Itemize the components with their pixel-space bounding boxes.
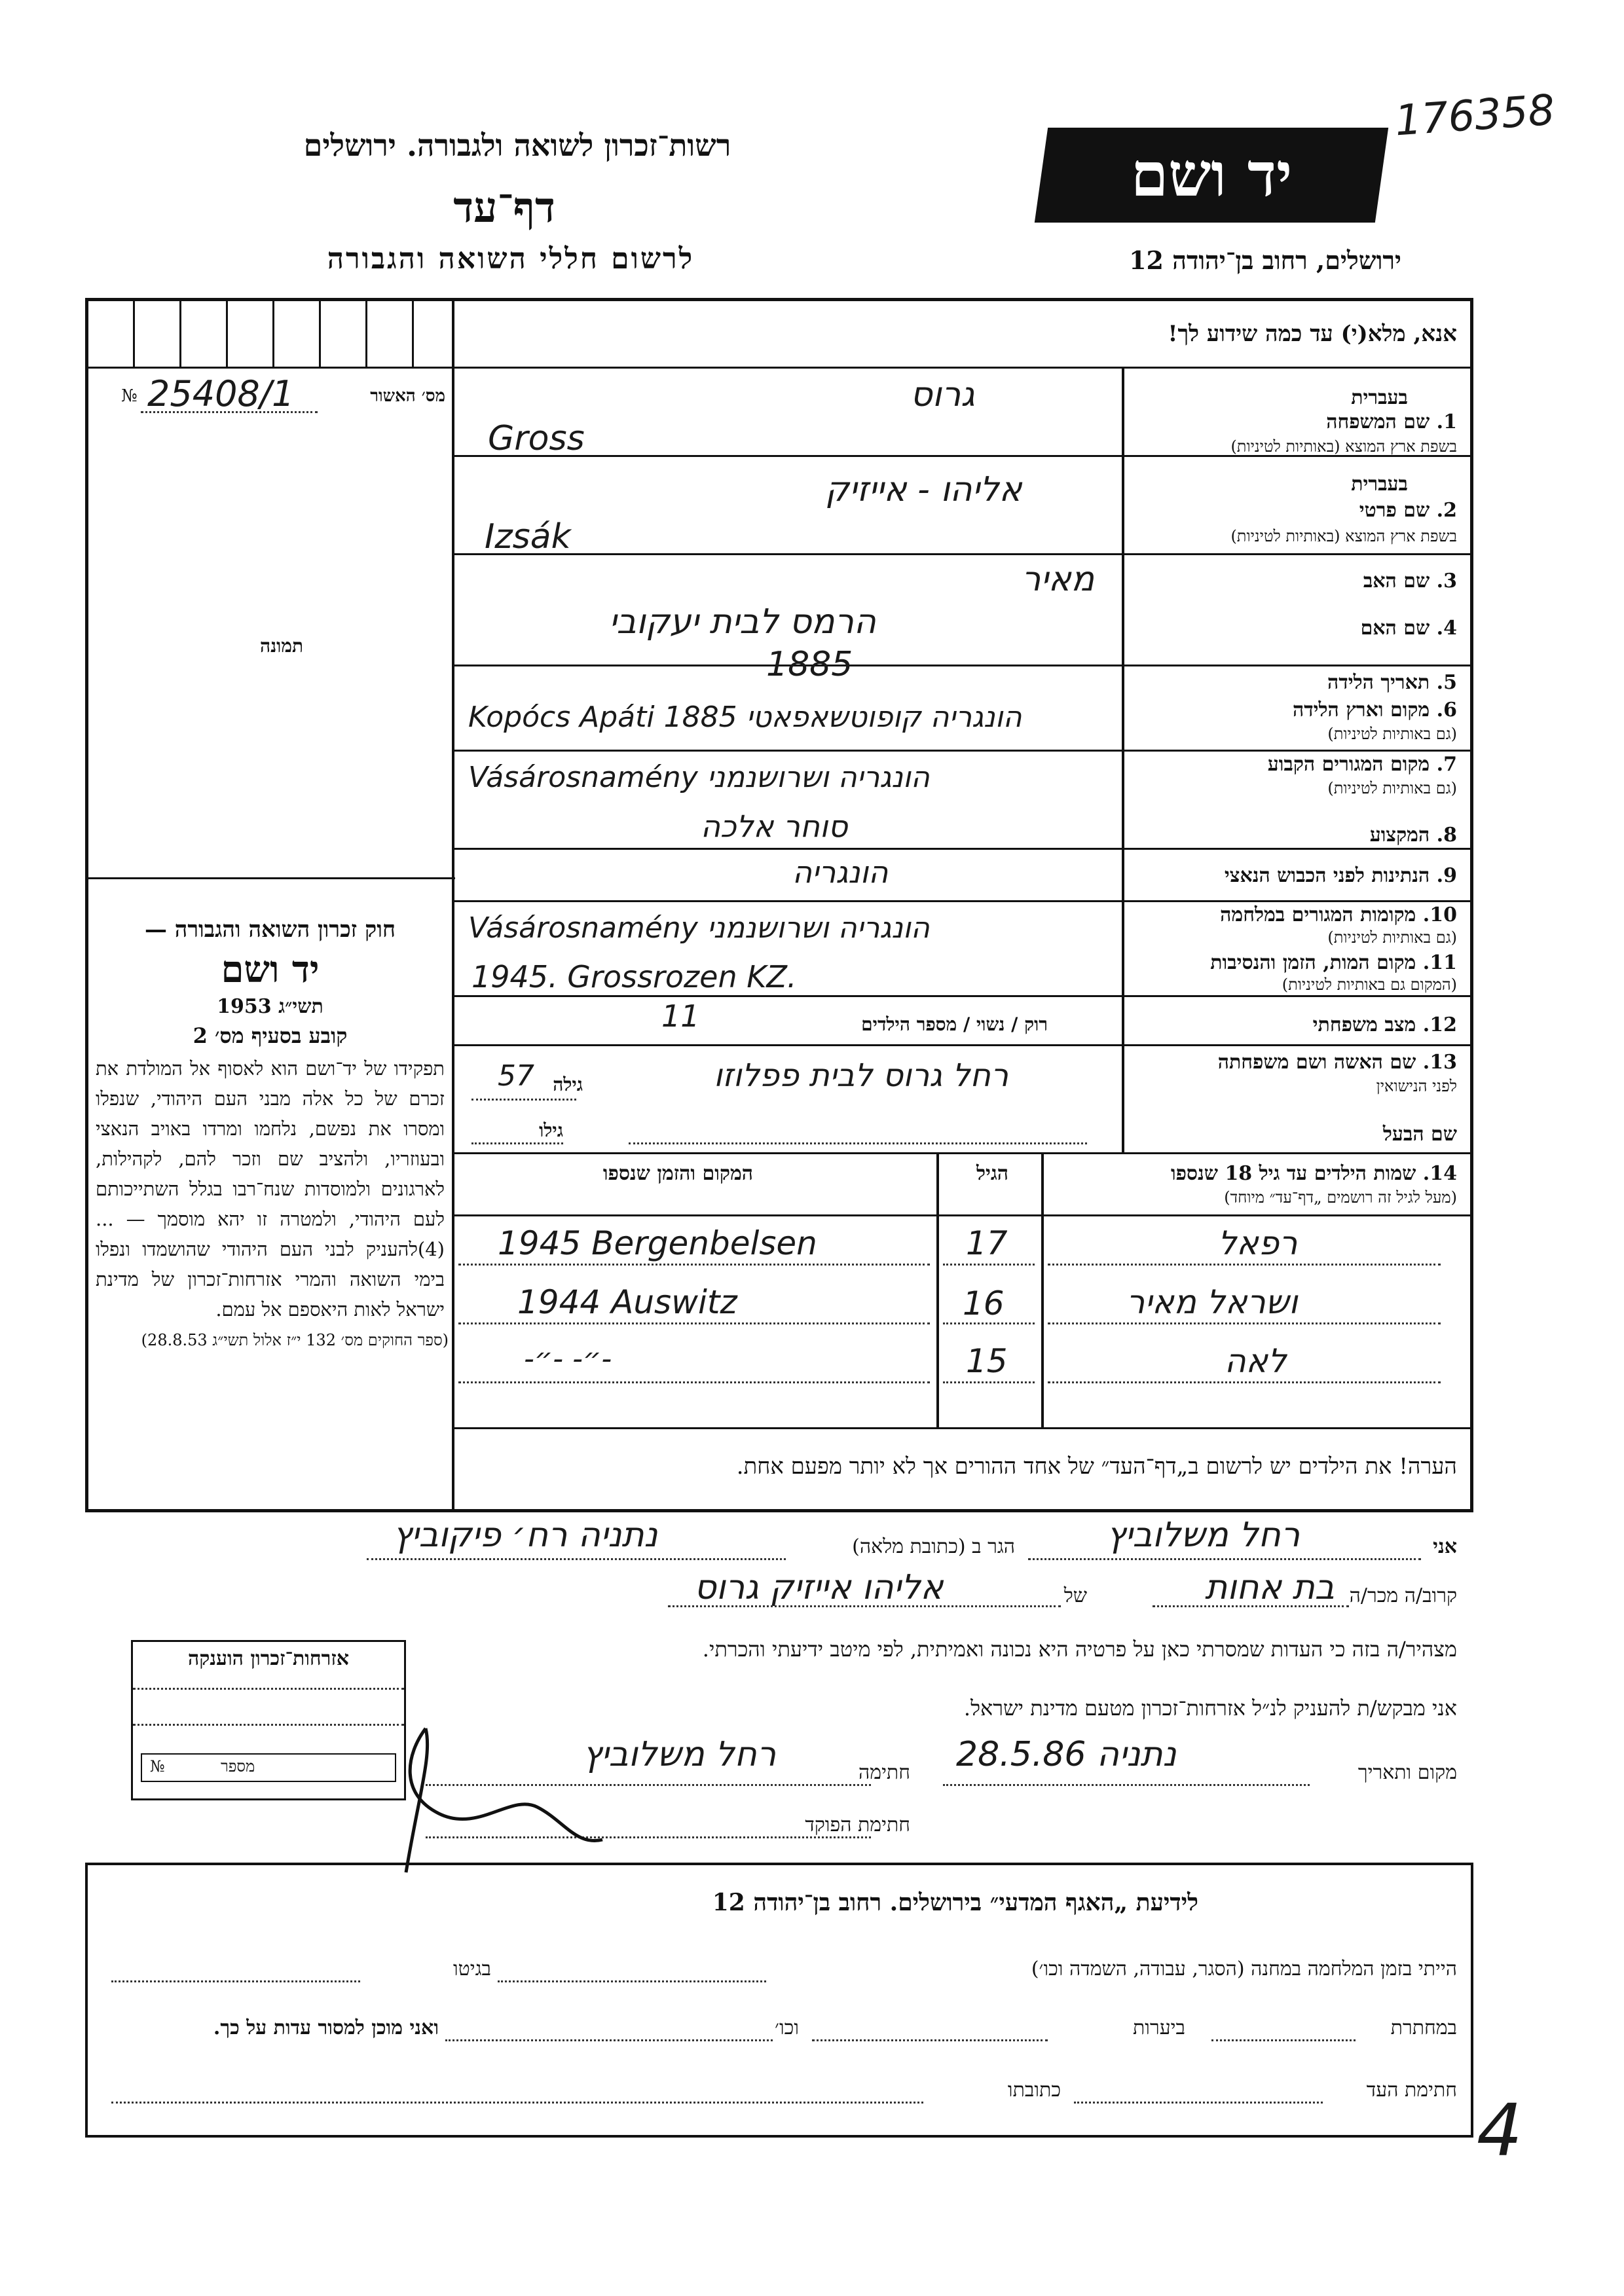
footer-line3-b: כתובתו bbox=[1007, 2079, 1061, 2102]
field-3-value: מאיר bbox=[1022, 560, 1095, 599]
child-2-name: ושראל מאיר bbox=[1126, 1283, 1298, 1321]
field-1-hebrew-tag: בעברית bbox=[1351, 386, 1408, 409]
children-col-age: הגיל bbox=[976, 1162, 1008, 1185]
field-11-sub: (המקום גם באותיות לטיניות) bbox=[1282, 975, 1457, 994]
footer-line2-b: ביערות bbox=[1132, 2016, 1185, 2039]
form-purpose: לרשום חללי השואה והגבורה bbox=[327, 242, 695, 276]
yad-vashem-logo: יד ושם bbox=[1035, 128, 1388, 223]
child-3-age: 15 bbox=[966, 1342, 1008, 1380]
citizenship-box bbox=[131, 1640, 406, 1800]
child-1-age: 17 bbox=[966, 1224, 1008, 1262]
field-6-label: 6. מקום וארץ הלידה bbox=[1292, 699, 1457, 721]
decl-signature: רחל משלוביץ bbox=[583, 1735, 777, 1774]
decl-resident-label: הגר ב (כתובת מלאה) bbox=[852, 1535, 1015, 1558]
approval-value: 25408/1 bbox=[147, 373, 295, 414]
decl-signature-label: חתימה bbox=[858, 1761, 910, 1784]
field-9-value: הונגריה bbox=[792, 854, 889, 890]
field-10-value: Vásárosnamény הונגריה ושרושנמני bbox=[468, 911, 930, 945]
law-name: יד ושם bbox=[221, 948, 320, 991]
field-12-label: 12. מצב משפחתי bbox=[1312, 1013, 1457, 1036]
logo-address: ירושלים, רחוב בן־יהודה 12 bbox=[1129, 246, 1401, 275]
decl-place-date-label: מקום ותאריך bbox=[1357, 1761, 1457, 1784]
field-8-label: 8. המקצוע bbox=[1369, 824, 1457, 847]
child-2-place: 1944 Auswitz bbox=[517, 1283, 737, 1321]
field-1-label: 1. שם המשפחה bbox=[1326, 410, 1457, 433]
field-13-age-value: 57 bbox=[498, 1059, 534, 1093]
children-label: 14. שמות הילדים עד גיל 18 שנספו bbox=[1170, 1162, 1457, 1185]
footer-line3-a: חתימת העד bbox=[1366, 2079, 1457, 2102]
approval-label: מס׳ האשור bbox=[370, 386, 445, 406]
husband-label: שם הבעל bbox=[1382, 1123, 1457, 1146]
field-9-label: 9. הנתינות לפני הכבוש הנאצי bbox=[1224, 864, 1457, 887]
children-sub: (מעל לגיל זה רושמים „דף־עד״ מיוחד) bbox=[1224, 1188, 1457, 1207]
field-13-value: רחל גרוס לבית פפלוזו bbox=[714, 1057, 1008, 1094]
footer-title: לידיעת „האגף המדעי״ בירושלים. רחוב בן־יהודה 12 bbox=[712, 1889, 1198, 1916]
child-1-place: 1945 Bergenbelsen bbox=[498, 1224, 817, 1262]
field-7-value: Vásárosnamény הונגריה ושרושנמני bbox=[468, 761, 930, 794]
children-col-place: המקום והזמן שנספו bbox=[602, 1162, 753, 1185]
form-instruction: אנא, מלא(י) עד כמה שידוע לך! bbox=[1168, 321, 1457, 347]
child-2-age: 16 bbox=[963, 1285, 1005, 1322]
archive-number: 176358 bbox=[1393, 86, 1557, 146]
field-7-label: 7. מקום המגורים הקבוע bbox=[1267, 753, 1457, 776]
field-5-value: 1885 bbox=[766, 645, 853, 684]
child-1-name: רפאל bbox=[1218, 1224, 1298, 1262]
law-year: 1953 bbox=[217, 995, 272, 1018]
law-citation: (ספר החוקים מס׳ 132 י״ז אלול תשי״ג 28.8.53) bbox=[141, 1331, 449, 1349]
field-10-sub: (גם באותיות לטיניות) bbox=[1327, 928, 1457, 947]
child-3-place: -״- -״- bbox=[524, 1342, 612, 1376]
official-signature-mark bbox=[380, 1715, 616, 1886]
field-4-label: 4. שם האם bbox=[1360, 617, 1457, 640]
law-box bbox=[92, 917, 449, 1350]
field-8-value: סוחר אלכה bbox=[701, 809, 848, 844]
law-title: חוק זכרון השואה והגבורה — bbox=[144, 917, 396, 943]
field-6-value: Kopócs Apáti 1885 הונגריה קופוטשאפאטי bbox=[468, 701, 1022, 734]
footer-line2-a: במחתרת bbox=[1390, 2016, 1457, 2039]
photo-label: תמונה bbox=[259, 635, 304, 657]
decl-i-label: אני bbox=[1433, 1535, 1457, 1558]
org-line: רשות־זכרון לשואה ולגבורה. ירושלים bbox=[303, 128, 731, 163]
field-1-value-lat: Gross bbox=[488, 419, 585, 458]
field-3-label: 3. שם האב bbox=[1363, 570, 1457, 592]
law-section: קובע בסעיף מס׳ 2 bbox=[193, 1023, 348, 1048]
law-text: תפקידו של יד־ושם הוא לאסוף אל המולדת את זכרם של כל אלה מבני העם היהודי, שנפלו ומסרו את נפשם, נלחמו ומרדו באויב הנאצי ובעוזריו, ולהציב שם וזכר להם, לקהילות, לארגונים ולמוסדות שנח־רבו בגלל השתייכותם לעם היהודי, ולמטרה זו יהא מוסמך — ...(4)להעניק לבני העם היהודי שהושמדו ונפלו בימי השואה והמרי אזרחות־זכרון של מדינת ישראל לאות היאספם אל עמם. bbox=[96, 1057, 445, 1321]
approval-prefix: № bbox=[121, 386, 138, 406]
children-note: הערה! את הילדים יש לרשום ב„דף־העד״ של אחד ההורים אך לא יותר מפעם אחת. bbox=[736, 1453, 1457, 1480]
field-13-age-label: גילה bbox=[553, 1074, 583, 1095]
decl-statement: מצהיר/ה בזה כי העדות שמסרתי כאן על פרטיה היא נכונה ואמיתית, לפי מיטב ידיעתי והכרתי. bbox=[702, 1637, 1457, 1662]
decl-request: אני מבקש/ת להעניק לנ״ל אזרחות־זכרון מטעם מדינת ישראל. bbox=[963, 1696, 1457, 1721]
decl-relation-label: קרוב/ה מכר/ה bbox=[1349, 1584, 1457, 1607]
field-2-hebrew-tag: בעברית bbox=[1351, 473, 1408, 496]
footer-line2-c: וכו׳ bbox=[775, 2016, 799, 2039]
decl-place-date: נתניה 28.5.86 bbox=[956, 1735, 1177, 1774]
footer-line1-a: הייתי בזמן המלחמה במחנה (הסגר, עבודה, השמדה וכו׳) bbox=[1031, 1958, 1457, 1980]
decl-of-name: אליהו אייזיק גרוס bbox=[694, 1568, 944, 1607]
husband-age-label: גילו bbox=[539, 1120, 563, 1141]
decl-official-label: חתימת הפוקד bbox=[805, 1813, 910, 1836]
comb-boxes bbox=[88, 301, 455, 369]
field-13-sub: לפני הנישואין bbox=[1376, 1077, 1457, 1095]
field-2-label: 2. שם פרטי bbox=[1359, 499, 1457, 522]
decl-name: רחל משלוביץ bbox=[1107, 1516, 1301, 1555]
field-2-value-lat: Izsák bbox=[485, 517, 571, 556]
footer-line1-b: בגיטו bbox=[452, 1958, 491, 1980]
husband-value bbox=[629, 1142, 1087, 1144]
field-13-label: 13. שם האשה ושם משפחתה bbox=[1217, 1051, 1457, 1074]
field-12-value: 11 bbox=[661, 998, 700, 1034]
field-11-value: 1945. Grossrozen KZ. bbox=[471, 959, 797, 994]
field-2-value-he: אליהו - אייזיק bbox=[825, 470, 1022, 509]
child-3-name: לאה bbox=[1225, 1342, 1287, 1380]
citizenship-number-label: מספר bbox=[221, 1757, 255, 1776]
field-7-sub: (גם באותיות לטיניות) bbox=[1327, 779, 1457, 797]
citizenship-number-prefix: № bbox=[150, 1757, 165, 1776]
field-6-sub: (גם באותיות לטיניות) bbox=[1327, 725, 1457, 743]
decl-of-label: של bbox=[1063, 1584, 1087, 1607]
field-1-value-he: גרוס bbox=[910, 375, 975, 414]
footer-line2-d: ואני מוכן למסור עדות על כך. bbox=[213, 2016, 439, 2039]
field-2-sub: בשפת ארץ המוצא (באותיות לטיניות) bbox=[1230, 527, 1457, 545]
field-4-value: הרמס לבית יעקובי bbox=[609, 602, 876, 642]
form-title: דף־עד bbox=[453, 183, 555, 232]
page-number: 4 bbox=[1477, 2088, 1522, 2172]
field-1-sub: בשפת ארץ המוצא (באותיות לטיניות) bbox=[1230, 437, 1457, 456]
citizenship-title: אזרחות־זכרון הוענקה bbox=[187, 1647, 350, 1670]
field-5-label: 5. תאריך הלידה bbox=[1327, 671, 1457, 694]
decl-address: נתניה רח׳ פיקוביץ bbox=[393, 1516, 658, 1555]
decl-relation: בת אחות bbox=[1205, 1568, 1335, 1607]
law-year-he: תשי״ג bbox=[278, 995, 323, 1018]
field-10-label: 10. מקומות המגורים במלחמה bbox=[1220, 903, 1457, 926]
field-12-status-options: רוק / נשוי / מספר הילדים bbox=[861, 1013, 1048, 1035]
field-11-label: 11. מקום המות, הזמן והנסיבות bbox=[1210, 951, 1457, 974]
